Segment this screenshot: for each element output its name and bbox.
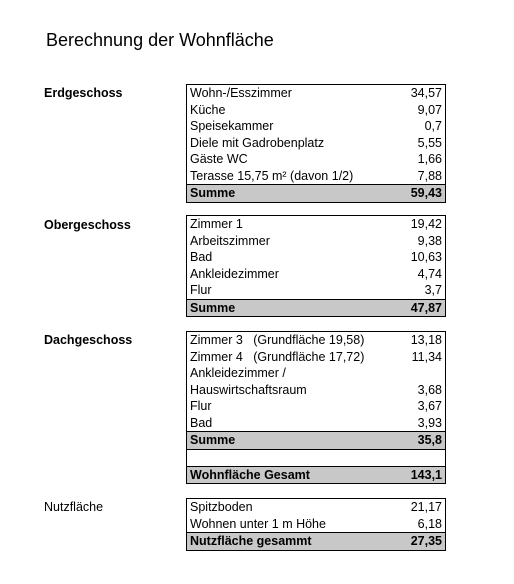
- table-row: [187, 266, 445, 283]
- row-value: 13,18: [410, 333, 442, 347]
- section-label-dachgeschoss: Dachgeschoss: [44, 333, 133, 347]
- row-value: 9,38: [417, 233, 442, 248]
- section-label-nutzflaeche: Nutzfläche: [44, 500, 104, 514]
- empty-row: [187, 449, 445, 466]
- row-value: 3,7: [424, 283, 442, 297]
- row-label: Zimmer 1: [190, 217, 243, 231]
- row-label: Bad: [190, 415, 213, 430]
- table-row: [187, 365, 445, 382]
- table-dachgeschoss: [186, 331, 446, 484]
- sum-value: 59,43: [410, 186, 442, 200]
- row-label: Hauswirtschaftsraum: [190, 382, 307, 397]
- row-value: 10,63: [410, 250, 442, 264]
- sum-row: [187, 532, 445, 550]
- table-row: [187, 415, 445, 432]
- row-label: Arbeitszimmer: [190, 233, 270, 248]
- sum-label: Summe: [190, 300, 236, 315]
- table-row: [187, 151, 445, 168]
- row-value: 19,42: [410, 217, 442, 231]
- row-label: Ankleidezimmer: [190, 266, 279, 281]
- row-label: Speisekammer: [190, 119, 274, 133]
- table-row: [187, 168, 445, 185]
- sum-value: 35,8: [417, 433, 442, 447]
- table-row: [187, 135, 445, 152]
- row-label: Diele mit Gadrobenplatz: [190, 135, 325, 150]
- row-value: 5,55: [417, 135, 442, 150]
- section-label-erdgeschoss: Erdgeschoss: [44, 86, 123, 100]
- row-value: 0,7: [424, 119, 442, 133]
- sum-row: [187, 299, 445, 317]
- sum-label: Nutzfläche gesammt: [190, 534, 312, 548]
- row-label: Zimmer 4 (Grundfläche 17,72): [190, 349, 365, 364]
- row-label: Wohnen unter 1 m Höhe: [190, 516, 326, 531]
- table-row: [187, 249, 445, 266]
- total-label: Wohnfläche Gesamt: [190, 467, 310, 482]
- row-label: Spitzboden: [190, 500, 253, 514]
- row-label: Gäste WC: [190, 152, 248, 166]
- table-row: [187, 282, 445, 299]
- table-row: [187, 516, 445, 533]
- row-label: Bad: [190, 250, 213, 264]
- row-value: 3,67: [417, 399, 442, 413]
- table-row: [187, 382, 445, 399]
- row-value: 4,74: [417, 266, 442, 281]
- row-value: 21,17: [410, 500, 442, 514]
- page-title: Berechnung der Wohnfläche: [46, 30, 274, 50]
- table-row: [187, 102, 445, 119]
- table-erdgeschoss: [186, 84, 446, 203]
- sum-value: 27,35: [410, 534, 442, 548]
- row-label: Flur: [190, 283, 212, 297]
- row-value: 7,88: [417, 168, 442, 183]
- row-label: Flur: [190, 399, 212, 413]
- table-obergeschoss: [186, 215, 446, 317]
- row-label: Terasse 15,75 m² (davon 1/2): [190, 168, 354, 183]
- table-row: [187, 118, 445, 135]
- row-value: 3,68: [417, 382, 442, 397]
- row-value: 1,66: [417, 152, 442, 166]
- sum-row: [187, 431, 445, 449]
- sum-label: Summe: [190, 186, 236, 200]
- table-row: [187, 216, 445, 233]
- row-value: 9,07: [417, 102, 442, 117]
- row-label: Küche: [190, 102, 226, 117]
- row-value: 34,57: [410, 86, 442, 100]
- table-row: [187, 349, 445, 366]
- table-row: [187, 233, 445, 250]
- table-row: [187, 499, 445, 516]
- row-value: 11,34: [411, 349, 442, 364]
- sum-label: Summe: [190, 433, 236, 447]
- sum-value: 47,87: [410, 300, 442, 315]
- row-label: Zimmer 3 (Grundfläche 19,58): [190, 333, 365, 347]
- table-row: [187, 332, 445, 349]
- table-row: [187, 85, 445, 102]
- sum-row: [187, 184, 445, 202]
- row-value: 6,18: [417, 516, 442, 531]
- table-row: [187, 398, 445, 415]
- total-value: 143,1: [410, 467, 442, 482]
- row-label: Wohn-/Esszimmer: [190, 86, 292, 100]
- row-label: Ankleidezimmer /: [190, 366, 286, 380]
- table-nutzflaeche: [186, 498, 446, 551]
- section-label-obergeschoss: Obergeschoss: [44, 218, 131, 232]
- total-row: [187, 466, 445, 484]
- row-value: 3,93: [417, 415, 442, 430]
